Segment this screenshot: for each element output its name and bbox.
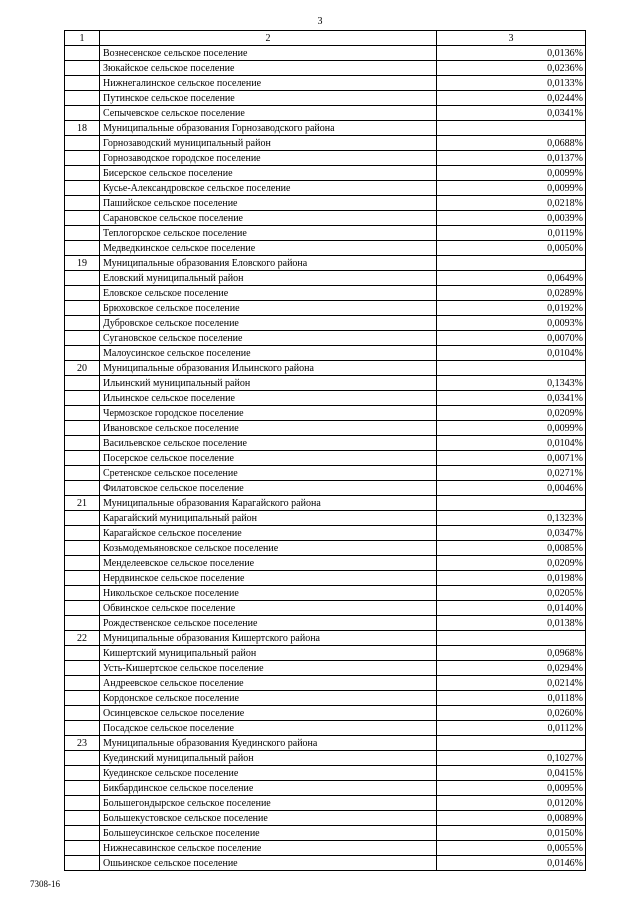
municipality-name: Обвинское сельское поселение <box>100 601 437 616</box>
share-value: 0,0205% <box>437 586 586 601</box>
row-number <box>65 421 100 436</box>
table-row <box>65 91 586 106</box>
share-value: 0,0099% <box>437 181 586 196</box>
municipality-name: Муниципальные образования Карагайского района <box>100 496 437 511</box>
municipality-name: Брюховское сельское поселение <box>100 301 437 316</box>
municipality-name: Бикбардинское сельское поселение <box>100 781 437 796</box>
share-value: 0,0046% <box>437 481 586 496</box>
share-value: 0,0071% <box>437 451 586 466</box>
share-value: 0,0095% <box>437 781 586 796</box>
row-number <box>65 436 100 451</box>
share-value: 0,0341% <box>437 106 586 121</box>
municipality-name: Пашийское сельское поселение <box>100 196 437 211</box>
table-row <box>65 211 586 226</box>
table-row <box>65 421 586 436</box>
row-number: 21 <box>65 496 100 511</box>
row-number <box>65 271 100 286</box>
share-value: 0,0198% <box>437 571 586 586</box>
share-value: 0,0099% <box>437 166 586 181</box>
row-number <box>65 841 100 856</box>
municipality-name: Кордонское сельское поселение <box>100 691 437 706</box>
table-row <box>65 136 586 151</box>
municipality-name: Кишертский муниципальный район <box>100 646 437 661</box>
row-number: 19 <box>65 256 100 271</box>
header-col-2: 2 <box>100 31 437 46</box>
municipality-name: Ошьинское сельское поселение <box>100 856 437 871</box>
table-row <box>65 286 586 301</box>
row-number <box>65 706 100 721</box>
row-number <box>65 136 100 151</box>
share-value: 0,0341% <box>437 391 586 406</box>
municipality-name: Куединское сельское поселение <box>100 766 437 781</box>
table-row <box>65 466 586 481</box>
table-row <box>65 61 586 76</box>
share-value: 0,1343% <box>437 376 586 391</box>
row-number <box>65 451 100 466</box>
row-number <box>65 751 100 766</box>
row-number <box>65 811 100 826</box>
municipality-name: Куединский муниципальный район <box>100 751 437 766</box>
table-row <box>65 571 586 586</box>
share-value: 0,0085% <box>437 541 586 556</box>
table-row <box>65 76 586 91</box>
row-number <box>65 76 100 91</box>
row-number <box>65 61 100 76</box>
share-value <box>437 496 586 511</box>
municipality-name: Муниципальные образования Ильинского района <box>100 361 437 376</box>
share-value: 0,0649% <box>437 271 586 286</box>
table-row <box>65 766 586 781</box>
municipality-name: Большекустовское сельское поселение <box>100 811 437 826</box>
row-number <box>65 376 100 391</box>
row-number <box>65 586 100 601</box>
row-number: 22 <box>65 631 100 646</box>
municipality-name: Еловское сельское поселение <box>100 286 437 301</box>
municipality-name: Муниципальные образования Еловского района <box>100 256 437 271</box>
table-row <box>65 346 586 361</box>
row-number <box>65 316 100 331</box>
share-value: 0,0214% <box>437 676 586 691</box>
municipality-name: Медведкинское сельское поселение <box>100 241 437 256</box>
row-number <box>65 571 100 586</box>
table-row <box>65 646 586 661</box>
municipality-name: Малоусинское сельское поселение <box>100 346 437 361</box>
table-row <box>65 511 586 526</box>
share-value <box>437 361 586 376</box>
municipality-name: Андреевское сельское поселение <box>100 676 437 691</box>
municipality-name: Нердвинское сельское поселение <box>100 571 437 586</box>
municipality-name: Посерское сельское поселение <box>100 451 437 466</box>
row-number <box>65 481 100 496</box>
row-number <box>65 856 100 871</box>
table-row <box>65 691 586 706</box>
row-number <box>65 691 100 706</box>
table-header-row <box>65 31 586 46</box>
share-value: 0,0104% <box>437 436 586 451</box>
row-number <box>65 166 100 181</box>
row-number <box>65 196 100 211</box>
municipality-name: Карагайский муниципальный район <box>100 511 437 526</box>
share-value: 0,0050% <box>437 241 586 256</box>
table-row <box>65 826 586 841</box>
share-value <box>437 736 586 751</box>
row-number <box>65 616 100 631</box>
share-value: 0,0140% <box>437 601 586 616</box>
table-row <box>65 166 586 181</box>
table-row <box>65 556 586 571</box>
table-row <box>65 196 586 211</box>
district-group-row <box>65 496 586 511</box>
municipality-name: Карагайское сельское поселение <box>100 526 437 541</box>
table-row <box>65 526 586 541</box>
row-number <box>65 181 100 196</box>
share-value: 0,0260% <box>437 706 586 721</box>
table-row <box>65 241 586 256</box>
share-value: 0,0039% <box>437 211 586 226</box>
row-number <box>65 781 100 796</box>
share-value: 0,0089% <box>437 811 586 826</box>
municipality-name: Посадское сельское поселение <box>100 721 437 736</box>
row-number <box>65 826 100 841</box>
municipality-name: Нижнегалинское сельское поселение <box>100 76 437 91</box>
table-row <box>65 661 586 676</box>
row-number <box>65 151 100 166</box>
table-row <box>65 841 586 856</box>
row-number <box>65 721 100 736</box>
share-value: 0,0136% <box>437 46 586 61</box>
table-row <box>65 436 586 451</box>
share-value: 0,0415% <box>437 766 586 781</box>
municipality-name: Рождественское сельское поселение <box>100 616 437 631</box>
share-value: 0,0688% <box>437 136 586 151</box>
row-number <box>65 676 100 691</box>
municipality-name: Усть-Кишертское сельское поселение <box>100 661 437 676</box>
share-value: 0,0120% <box>437 796 586 811</box>
municipality-name: Муниципальные образования Куединского района <box>100 736 437 751</box>
municipality-name: Бисерское сельское поселение <box>100 166 437 181</box>
municipality-name: Вознесенское сельское поселение <box>100 46 437 61</box>
row-number: 18 <box>65 121 100 136</box>
page-number: 3 <box>317 16 323 27</box>
share-value: 0,0099% <box>437 421 586 436</box>
row-number <box>65 286 100 301</box>
municipality-name: Никольское сельское поселение <box>100 586 437 601</box>
row-number <box>65 301 100 316</box>
table-row <box>65 331 586 346</box>
municipal-shares-table <box>64 30 586 871</box>
table-row <box>65 586 586 601</box>
share-value: 0,0244% <box>437 91 586 106</box>
document-code: 7308-16 <box>30 879 60 889</box>
municipality-name: Менделеевское сельское поселение <box>100 556 437 571</box>
table-row <box>65 271 586 286</box>
table-row <box>65 151 586 166</box>
header-col-1: 1 <box>65 31 100 46</box>
row-number <box>65 466 100 481</box>
table-row <box>65 106 586 121</box>
table-row <box>65 376 586 391</box>
share-value: 0,1027% <box>437 751 586 766</box>
municipality-name: Сарановское сельское поселение <box>100 211 437 226</box>
municipality-name: Большеусинское сельское поселение <box>100 826 437 841</box>
row-number <box>65 226 100 241</box>
share-value: 0,0150% <box>437 826 586 841</box>
municipality-name: Зюкайское сельское поселение <box>100 61 437 76</box>
share-value: 0,0289% <box>437 286 586 301</box>
table-row <box>65 796 586 811</box>
table-row <box>65 706 586 721</box>
share-value: 0,0192% <box>437 301 586 316</box>
municipality-name: Еловский муниципальный район <box>100 271 437 286</box>
share-value: 0,0138% <box>437 616 586 631</box>
table-row <box>65 751 586 766</box>
municipality-name: Сретенское сельское поселение <box>100 466 437 481</box>
row-number <box>65 526 100 541</box>
row-number <box>65 661 100 676</box>
row-number <box>65 346 100 361</box>
municipality-name: Ильинский муниципальный район <box>100 376 437 391</box>
share-value <box>437 121 586 136</box>
municipality-name: Путинское сельское поселение <box>100 91 437 106</box>
municipality-name: Теплогорское сельское поселение <box>100 226 437 241</box>
row-number <box>65 331 100 346</box>
table-row <box>65 601 586 616</box>
municipality-name: Филатовское сельское поселение <box>100 481 437 496</box>
district-group-row <box>65 361 586 376</box>
header-col-3: 3 <box>437 31 586 46</box>
municipality-name: Муниципальные образования Горнозаводского района <box>100 121 437 136</box>
share-value: 0,0146% <box>437 856 586 871</box>
share-value: 0,0968% <box>437 646 586 661</box>
table-row <box>65 481 586 496</box>
share-value: 0,0236% <box>437 61 586 76</box>
row-number <box>65 646 100 661</box>
table-row <box>65 811 586 826</box>
row-number <box>65 511 100 526</box>
municipality-name: Кусье-Александровское сельское поселение <box>100 181 437 196</box>
table-row <box>65 721 586 736</box>
row-number <box>65 556 100 571</box>
share-value <box>437 631 586 646</box>
table-row <box>65 451 586 466</box>
municipality-name: Ивановское сельское поселение <box>100 421 437 436</box>
municipality-name: Осинцевское сельское поселение <box>100 706 437 721</box>
table-row <box>65 781 586 796</box>
district-group-row <box>65 631 586 646</box>
table-row <box>65 301 586 316</box>
municipality-name: Горнозаводский муниципальный район <box>100 136 437 151</box>
table-row <box>65 391 586 406</box>
table-row <box>65 406 586 421</box>
table-row <box>65 616 586 631</box>
row-number <box>65 406 100 421</box>
row-number <box>65 766 100 781</box>
share-value: 0,0104% <box>437 346 586 361</box>
row-number: 20 <box>65 361 100 376</box>
district-group-row <box>65 256 586 271</box>
table-row <box>65 316 586 331</box>
table-row <box>65 181 586 196</box>
table-row <box>65 676 586 691</box>
share-value: 0,0271% <box>437 466 586 481</box>
row-number <box>65 796 100 811</box>
row-number <box>65 106 100 121</box>
share-value: 0,0055% <box>437 841 586 856</box>
share-value: 0,0070% <box>437 331 586 346</box>
municipality-name: Муниципальные образования Кишертского района <box>100 631 437 646</box>
district-group-row <box>65 121 586 136</box>
row-number <box>65 601 100 616</box>
table-row <box>65 541 586 556</box>
share-value: 0,0137% <box>437 151 586 166</box>
municipality-name: Васильевское сельское поселение <box>100 436 437 451</box>
row-number <box>65 211 100 226</box>
share-value: 0,0209% <box>437 406 586 421</box>
share-value: 0,0119% <box>437 226 586 241</box>
table-row <box>65 226 586 241</box>
municipality-name: Козьмодемьяновское сельское поселение <box>100 541 437 556</box>
share-value: 0,0294% <box>437 661 586 676</box>
row-number <box>65 241 100 256</box>
municipality-name: Сепычевское сельское поселение <box>100 106 437 121</box>
row-number: 23 <box>65 736 100 751</box>
share-value: 0,1323% <box>437 511 586 526</box>
municipality-name: Сугановское сельское поселение <box>100 331 437 346</box>
share-value: 0,0133% <box>437 76 586 91</box>
municipality-name: Чермозское городское поселение <box>100 406 437 421</box>
municipality-name: Ильинское сельское поселение <box>100 391 437 406</box>
row-number <box>65 541 100 556</box>
share-value: 0,0218% <box>437 196 586 211</box>
row-number <box>65 391 100 406</box>
share-value: 0,0112% <box>437 721 586 736</box>
share-value: 0,0209% <box>437 556 586 571</box>
share-value: 0,0347% <box>437 526 586 541</box>
table-row <box>65 856 586 871</box>
row-number <box>65 46 100 61</box>
municipality-name: Дубровское сельское поселение <box>100 316 437 331</box>
municipality-name: Нижнесавинское сельское поселение <box>100 841 437 856</box>
table-row <box>65 46 586 61</box>
district-group-row <box>65 736 586 751</box>
share-value <box>437 256 586 271</box>
share-value: 0,0118% <box>437 691 586 706</box>
row-number <box>65 91 100 106</box>
municipality-name: Горнозаводское городское поселение <box>100 151 437 166</box>
share-value: 0,0093% <box>437 316 586 331</box>
municipality-name: Большегондырское сельское поселение <box>100 796 437 811</box>
